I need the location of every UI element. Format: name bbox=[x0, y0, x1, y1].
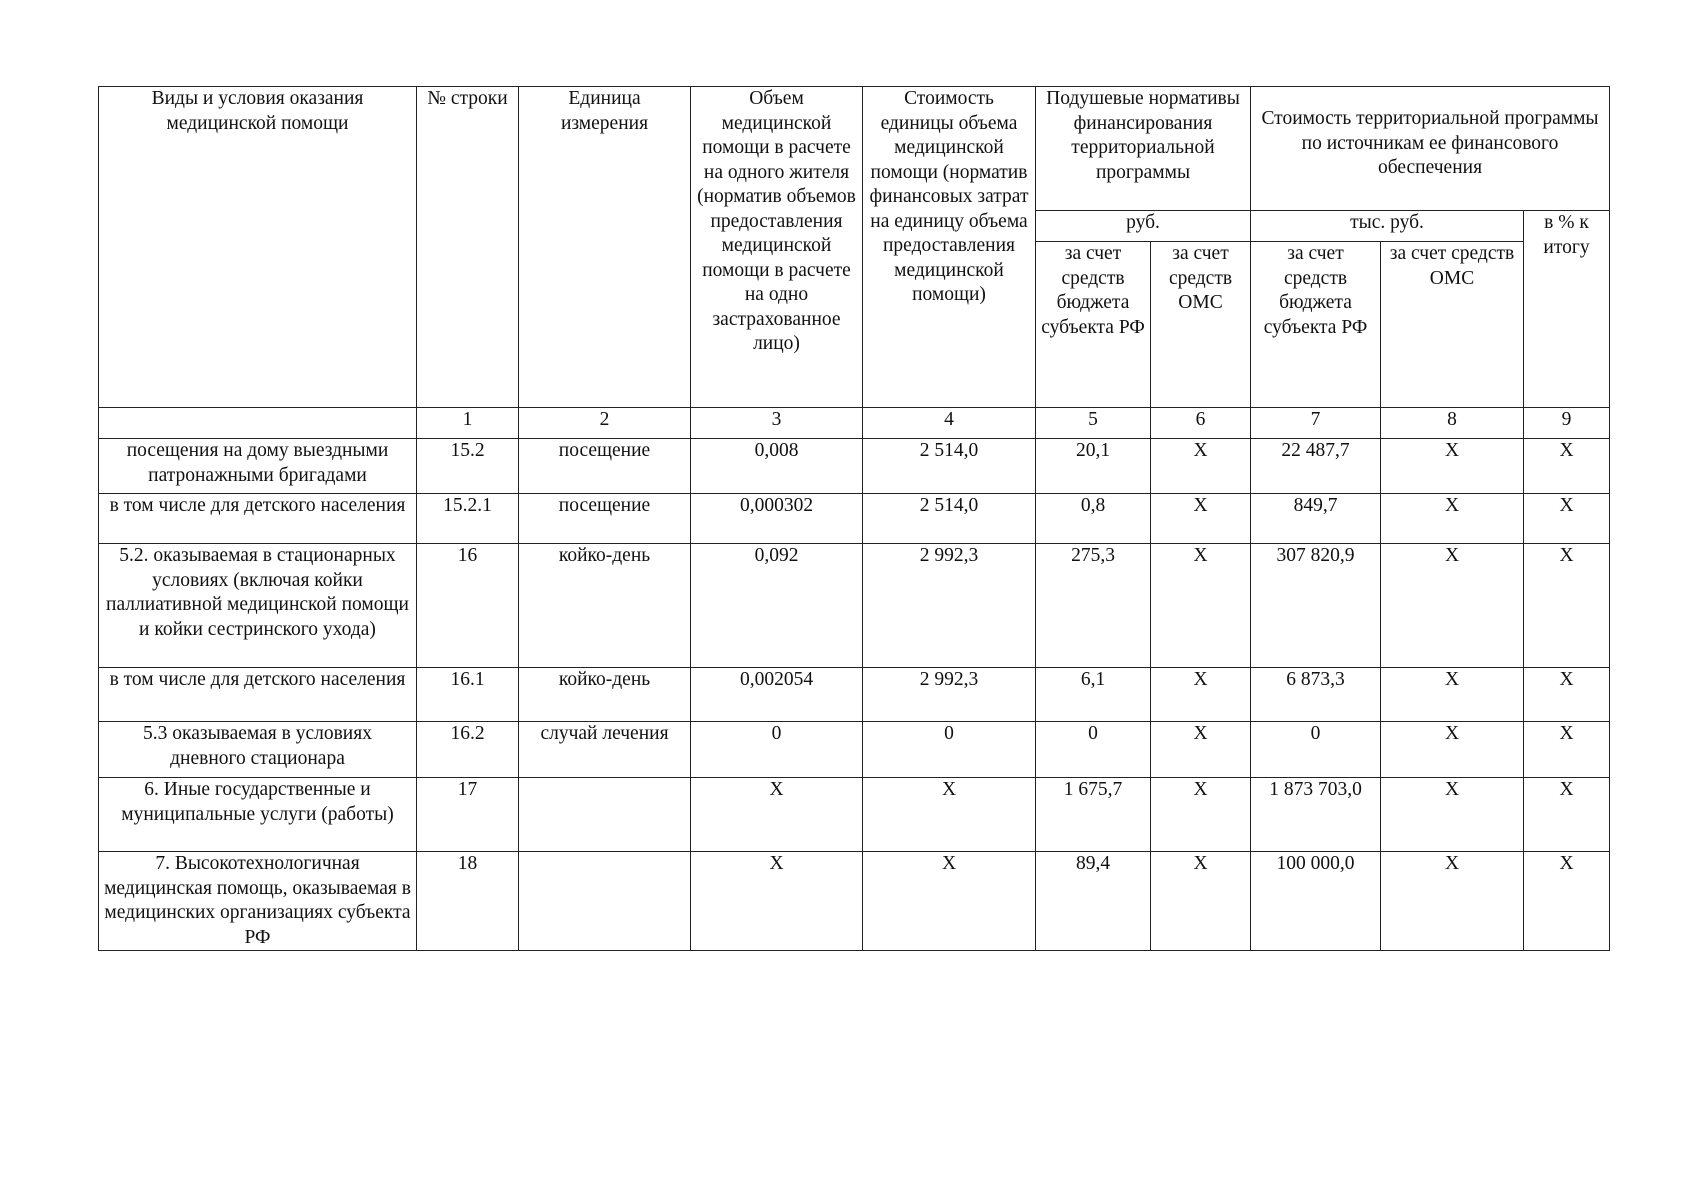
header-row-1 bbox=[99, 87, 1610, 211]
col-number: 7 bbox=[1251, 408, 1381, 439]
cell-pc-oms: Х bbox=[1151, 722, 1251, 778]
col-number bbox=[99, 408, 417, 439]
cell-pr-oms: Х bbox=[1381, 852, 1524, 951]
cell-unit: посещение bbox=[519, 494, 691, 544]
cell-pc-oms: Х bbox=[1151, 544, 1251, 668]
col-number: 3 bbox=[691, 408, 863, 439]
cell-volume: Х bbox=[691, 778, 863, 852]
header-pr-budget: за счет средств бюджета субъекта РФ bbox=[1251, 242, 1381, 408]
cell-pc-budget: 0,8 bbox=[1036, 494, 1151, 544]
table-row bbox=[99, 852, 1610, 951]
header-program-cost: Стоимость территориальной программы по источникам ее финансового обеспечения bbox=[1251, 87, 1610, 211]
cell-kind: 6. Иные государственные и муниципальные услуги (работы) bbox=[99, 778, 417, 852]
cell-pc-budget: 275,3 bbox=[1036, 544, 1151, 668]
header-unit-thousand-rub: тыс. руб. bbox=[1251, 211, 1524, 242]
cell-volume: 0,092 bbox=[691, 544, 863, 668]
col-number: 5 bbox=[1036, 408, 1151, 439]
cell-pc-oms: Х bbox=[1151, 439, 1251, 494]
header-volume: Объем медицинской помощи в расчете на одного жителя (норматив объемов предоставления медицинской помощи в расчете на одно застрахованное лицо) bbox=[691, 87, 863, 408]
cell-no: 16 bbox=[417, 544, 519, 668]
header-cost: Стоимость единицы объема медицинской помощи (норматив финансовых затрат на единицу объема предоставления медицинской помощи) bbox=[863, 87, 1036, 408]
cell-kind: 5.3 оказываемая в условиях дневного стационара bbox=[99, 722, 417, 778]
cell-volume: 0,008 bbox=[691, 439, 863, 494]
cell-cost: 2 992,3 bbox=[863, 544, 1036, 668]
table-row bbox=[99, 439, 1610, 494]
cell-pc-oms: Х bbox=[1151, 778, 1251, 852]
header-pc-oms: за счет средств ОМС bbox=[1151, 242, 1251, 408]
cell-percent: Х bbox=[1524, 439, 1610, 494]
table-row bbox=[99, 778, 1610, 852]
cell-pr-budget: 849,7 bbox=[1251, 494, 1381, 544]
col-number: 9 bbox=[1524, 408, 1610, 439]
document-page bbox=[98, 86, 1610, 951]
cell-pc-oms: Х bbox=[1151, 852, 1251, 951]
cell-volume: 0,000302 bbox=[691, 494, 863, 544]
cell-unit: койко-день bbox=[519, 544, 691, 668]
cell-volume: 0 bbox=[691, 722, 863, 778]
col-number: 6 bbox=[1151, 408, 1251, 439]
cell-percent: Х bbox=[1524, 544, 1610, 668]
header-pr-oms: за счет средств ОМС bbox=[1381, 242, 1524, 408]
cell-kind: в том числе для детского населения bbox=[99, 494, 417, 544]
header-unit: Единица измерения bbox=[519, 87, 691, 408]
col-number: 1 bbox=[417, 408, 519, 439]
cell-pc-budget: 1 675,7 bbox=[1036, 778, 1151, 852]
cell-pc-budget: 20,1 bbox=[1036, 439, 1151, 494]
column-number-row bbox=[99, 408, 1610, 439]
cell-pr-budget: 307 820,9 bbox=[1251, 544, 1381, 668]
cell-unit bbox=[519, 852, 691, 951]
table-row bbox=[99, 544, 1610, 668]
cell-pr-oms: Х bbox=[1381, 778, 1524, 852]
cell-unit: случай лечения bbox=[519, 722, 691, 778]
cell-unit: посещение bbox=[519, 439, 691, 494]
cell-volume: Х bbox=[691, 852, 863, 951]
header-pc-budget: за счет средств бюджета субъекта РФ bbox=[1036, 242, 1151, 408]
col-number: 2 bbox=[519, 408, 691, 439]
col-number: 4 bbox=[863, 408, 1036, 439]
table-row bbox=[99, 494, 1610, 544]
header-unit-rub: руб. bbox=[1036, 211, 1251, 242]
cell-no: 15.2 bbox=[417, 439, 519, 494]
cell-percent: Х bbox=[1524, 668, 1610, 722]
cell-kind: в том числе для детского населения bbox=[99, 668, 417, 722]
table-row bbox=[99, 722, 1610, 778]
cell-pr-budget: 6 873,3 bbox=[1251, 668, 1381, 722]
cell-cost: 2 514,0 bbox=[863, 439, 1036, 494]
cell-percent: Х bbox=[1524, 852, 1610, 951]
col-number: 8 bbox=[1381, 408, 1524, 439]
cell-no: 16.2 bbox=[417, 722, 519, 778]
cell-pr-oms: Х bbox=[1381, 439, 1524, 494]
cell-pc-budget: 89,4 bbox=[1036, 852, 1151, 951]
cell-cost: 2 514,0 bbox=[863, 494, 1036, 544]
header-row-no: № строки bbox=[417, 87, 519, 408]
cell-kind: посещения на дому выездными патронажными бригадами bbox=[99, 439, 417, 494]
cell-pr-budget: 1 873 703,0 bbox=[1251, 778, 1381, 852]
cell-pr-budget: 22 487,7 bbox=[1251, 439, 1381, 494]
cell-cost: 0 bbox=[863, 722, 1036, 778]
cell-no: 16.1 bbox=[417, 668, 519, 722]
cell-pr-oms: Х bbox=[1381, 668, 1524, 722]
cell-pc-budget: 6,1 bbox=[1036, 668, 1151, 722]
cell-no: 18 bbox=[417, 852, 519, 951]
cell-unit: койко-день bbox=[519, 668, 691, 722]
cell-cost: Х bbox=[863, 778, 1036, 852]
cell-cost: Х bbox=[863, 852, 1036, 951]
cell-percent: Х bbox=[1524, 722, 1610, 778]
cell-pr-oms: Х bbox=[1381, 494, 1524, 544]
cell-pr-oms: Х bbox=[1381, 544, 1524, 668]
financing-table bbox=[98, 86, 1610, 951]
cell-pr-budget: 0 bbox=[1251, 722, 1381, 778]
cell-pr-oms: Х bbox=[1381, 722, 1524, 778]
table-row bbox=[99, 668, 1610, 722]
cell-pc-oms: Х bbox=[1151, 668, 1251, 722]
header-percent-total: в % к итогу bbox=[1524, 211, 1610, 408]
cell-pr-budget: 100 000,0 bbox=[1251, 852, 1381, 951]
header-per-capita: Подушевые нормативы финансирования территориальной программы bbox=[1036, 87, 1251, 211]
cell-pc-budget: 0 bbox=[1036, 722, 1151, 778]
cell-pc-oms: Х bbox=[1151, 494, 1251, 544]
cell-percent: Х bbox=[1524, 778, 1610, 852]
cell-kind: 7. Высокотехнологичная медицинская помощь, оказываемая в медицинских организациях субъекта РФ bbox=[99, 852, 417, 951]
cell-no: 17 bbox=[417, 778, 519, 852]
cell-volume: 0,002054 bbox=[691, 668, 863, 722]
cell-kind: 5.2. оказываемая в стационарных условиях (включая койки паллиативной медицинской помощи и койки сестринского ухода) bbox=[99, 544, 417, 668]
cell-percent: Х bbox=[1524, 494, 1610, 544]
cell-unit bbox=[519, 778, 691, 852]
header-kind: Виды и условия оказания медицинской помощи bbox=[99, 87, 417, 408]
cell-no: 15.2.1 bbox=[417, 494, 519, 544]
cell-cost: 2 992,3 bbox=[863, 668, 1036, 722]
